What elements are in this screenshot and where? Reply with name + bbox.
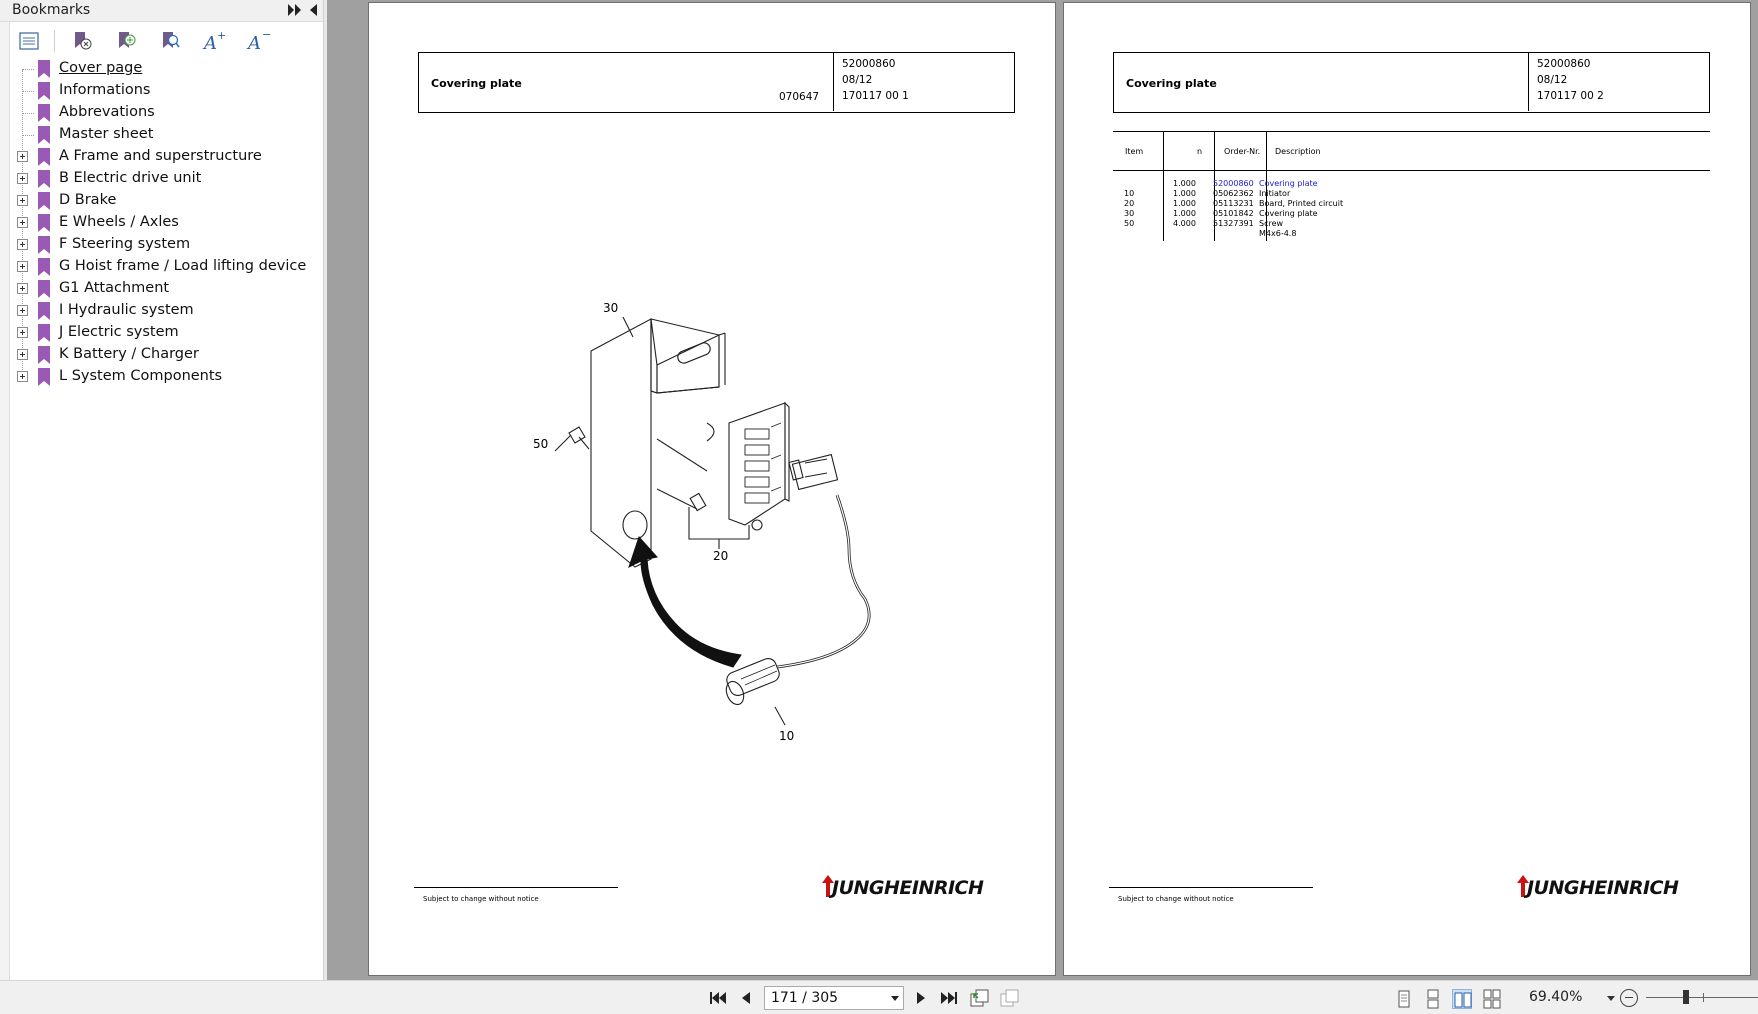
parts-list-table <box>1113 131 1710 241</box>
bookmark-icon <box>37 59 51 79</box>
zoom-slider[interactable] <box>1646 997 1758 998</box>
issue-date: 08/12 <box>1537 74 1568 86</box>
next-view-icon <box>998 988 1020 1008</box>
facing-pages-icon <box>1453 990 1473 1010</box>
bookmark-label: E Wheels / Axles <box>59 214 179 230</box>
svg-text:A: A <box>204 33 217 54</box>
list-options-icon <box>16 28 42 54</box>
column-header-item: Item <box>1125 147 1144 156</box>
expand-toggle-icon[interactable] <box>17 327 28 338</box>
table-cell-item: 50 <box>1124 219 1135 228</box>
add-bookmark-button[interactable] <box>113 28 139 54</box>
zoom-dropdown-icon[interactable] <box>1607 996 1615 1001</box>
add-bookmark-icon <box>113 28 139 54</box>
table-cell-order: 05113231 <box>1213 199 1254 208</box>
title-block <box>418 52 1015 113</box>
table-cell-desc: Screw <box>1259 219 1284 228</box>
bookmark-label: G1 Attachment <box>59 280 170 296</box>
sheet-number: 170117 00 1 <box>842 90 909 102</box>
zoom-level[interactable]: 69.40% <box>1529 989 1583 1005</box>
table-cell-order: 05062362 <box>1213 189 1254 198</box>
issue-date: 08/12 <box>842 74 873 86</box>
bookmark-item[interactable] <box>10 168 323 190</box>
continuous-facing-view-button[interactable] <box>1482 989 1502 1009</box>
bookmark-label: A Frame and superstructure <box>59 148 262 164</box>
table-cell-order: 51327391 <box>1213 219 1254 228</box>
bookmark-label: Master sheet <box>59 126 154 142</box>
bookmark-item[interactable] <box>10 190 323 212</box>
document-viewport[interactable] <box>327 0 1758 980</box>
navigation-strip <box>0 22 10 980</box>
bookmark-label: Cover page <box>59 60 143 76</box>
bookmark-label: Abbrevations <box>59 104 155 120</box>
bookmark-item[interactable] <box>10 366 323 388</box>
zoom-slider-thumb[interactable] <box>1683 990 1689 1004</box>
zoom-out-button[interactable] <box>1620 989 1638 1007</box>
bookmark-icon <box>37 279 51 299</box>
bookmark-icon <box>37 169 51 189</box>
part-number: 52000860 <box>1537 58 1591 70</box>
tree-connector <box>22 135 34 136</box>
callout-10: 10 <box>779 729 795 743</box>
bookmark-item[interactable] <box>10 212 323 234</box>
table-cell-n: 1.000 <box>1173 199 1196 208</box>
table-cell-n: 1.000 <box>1173 179 1196 188</box>
expand-toggle-icon[interactable] <box>17 151 28 162</box>
table-cell-item: 30 <box>1124 209 1135 218</box>
bookmark-item[interactable] <box>10 256 323 278</box>
page-navigation-bar <box>0 980 1758 1014</box>
find-bookmark-icon <box>157 28 183 54</box>
exploded-parts-drawing <box>533 299 889 747</box>
bookmark-label: J Electric system <box>59 324 179 340</box>
sheet-number: 170117 00 2 <box>1537 90 1604 102</box>
pdf-page-right <box>1063 2 1751 976</box>
bookmark-icon <box>37 235 51 255</box>
expand-toggle-icon[interactable] <box>17 305 28 316</box>
table-cell-desc: M4x6-4.8 <box>1259 229 1297 238</box>
svg-text:+: + <box>217 29 227 42</box>
bookmarks-titlebar <box>0 0 323 22</box>
table-cell-desc: Board, Printed circuit <box>1259 199 1344 208</box>
brand-logo <box>1517 875 1679 903</box>
tree-connector <box>22 91 34 92</box>
bookmark-label: G Hoist frame / Load lifting device <box>59 258 307 274</box>
table-cell-desc: Initiator <box>1259 189 1291 198</box>
expand-toggle-icon[interactable] <box>17 173 28 184</box>
bookmark-icon <box>37 345 51 365</box>
footer-notice: Subject to change without notice <box>1118 895 1234 903</box>
table-top-rule <box>1113 131 1710 132</box>
bookmark-icon <box>37 125 51 145</box>
expand-toggle-icon[interactable] <box>17 261 28 272</box>
brand-logo <box>822 875 984 903</box>
bookmark-icon <box>37 301 51 321</box>
table-column-rule <box>1163 131 1164 241</box>
footer-rule <box>1109 887 1313 888</box>
expand-toggle-icon[interactable] <box>17 371 28 382</box>
bookmark-label: K Battery / Charger <box>59 346 199 362</box>
table-cell-order[interactable]: 52000860 <box>1213 179 1254 188</box>
bookmark-item[interactable] <box>10 344 323 366</box>
bookmark-item[interactable] <box>10 102 323 124</box>
tree-connector <box>22 69 34 70</box>
bookmark-label: B Electric drive unit <box>59 170 202 186</box>
column-header-description: Description <box>1275 147 1321 156</box>
bookmark-icon <box>37 103 51 123</box>
expand-toggle-icon[interactable] <box>17 239 28 250</box>
bookmark-icon <box>37 323 51 343</box>
pdf-page-left <box>368 2 1056 976</box>
last-page-icon <box>939 988 961 1008</box>
bookmark-icon <box>37 367 51 387</box>
table-cell-order: 05101842 <box>1213 209 1254 218</box>
table-cell-item: 10 <box>1124 189 1135 198</box>
footer-notice: Subject to change without notice <box>423 895 539 903</box>
table-header-rule <box>1113 170 1710 171</box>
continuous-view-button[interactable] <box>1423 989 1443 1009</box>
bookmarks-toolbar <box>10 22 323 58</box>
bookmark-label: I Hydraulic system <box>59 302 194 318</box>
single-page-view-button[interactable] <box>1394 989 1414 1009</box>
table-cell-n: 4.000 <box>1173 219 1196 228</box>
expand-toggle-icon[interactable] <box>17 217 28 228</box>
bookmark-item[interactable] <box>10 234 323 256</box>
next-view-button[interactable] <box>998 988 1020 1008</box>
bookmark-options-button[interactable] <box>16 28 42 54</box>
expand-toggle-icon[interactable] <box>17 349 28 360</box>
footer-rule <box>414 887 618 888</box>
previous-view-button[interactable] <box>968 988 990 1008</box>
single-page-icon <box>1394 989 1414 1009</box>
bookmarks-title: Bookmarks <box>12 2 91 18</box>
bookmark-label: D Brake <box>59 192 117 208</box>
continuous-facing-icon <box>1482 989 1502 1009</box>
bookmark-label: L System Components <box>59 368 223 384</box>
table-cell-n: 1.000 <box>1173 189 1196 198</box>
part-number: 52000860 <box>842 58 896 70</box>
page-number-value: 171 / 305 <box>771 990 839 1006</box>
expand-toggle-icon[interactable] <box>17 195 28 206</box>
expand-panel-icon[interactable] <box>288 4 302 16</box>
decrease-font-button[interactable] <box>245 28 271 54</box>
title-block-title: Covering plate <box>1126 77 1217 90</box>
first-page-icon <box>706 988 728 1008</box>
bookmark-item[interactable] <box>10 146 323 168</box>
last-page-button[interactable] <box>939 988 961 1008</box>
bookmark-label: Informations <box>59 82 151 98</box>
tree-connector <box>22 113 34 114</box>
bookmark-item[interactable] <box>10 80 323 102</box>
column-header-n: n <box>1197 147 1203 156</box>
logo-text: JUNGHEINRICH <box>1527 877 1679 899</box>
page-number-field[interactable] <box>764 986 904 1010</box>
title-block-divider <box>1528 53 1529 111</box>
increase-font-button[interactable] <box>201 28 227 54</box>
drawing-number: 070647 <box>779 91 820 103</box>
zoom-slider-tick <box>1703 993 1704 1002</box>
next-page-icon <box>910 988 932 1008</box>
collapse-panel-icon[interactable] <box>309 4 317 16</box>
svg-text:A: A <box>248 33 261 54</box>
chevron-down-icon[interactable] <box>891 996 899 1001</box>
callout-50: 50 <box>533 437 549 451</box>
callout-20: 20 <box>713 549 729 563</box>
title-block-divider <box>833 53 834 111</box>
delete-bookmark-button[interactable] <box>69 28 95 54</box>
bookmark-icon <box>37 81 51 101</box>
next-page-button[interactable] <box>910 988 932 1008</box>
title-block <box>1113 52 1710 113</box>
title-block-title: Covering plate <box>431 77 522 90</box>
toolbar-separator <box>54 30 55 52</box>
bookmark-item[interactable] <box>10 58 323 80</box>
delete-bookmark-icon <box>69 28 95 54</box>
font-decrease-icon <box>245 28 271 54</box>
logo-text: JUNGHEINRICH <box>832 877 984 899</box>
table-cell-n: 1.000 <box>1173 209 1196 218</box>
first-page-button[interactable] <box>706 988 728 1008</box>
svg-text:−: − <box>262 28 271 41</box>
drawing-graphic <box>549 299 889 747</box>
table-cell-item: 20 <box>1124 199 1135 208</box>
bookmark-label: F Steering system <box>59 236 191 252</box>
bookmark-icon <box>37 147 51 167</box>
facing-view-button[interactable] <box>1452 989 1472 1009</box>
font-increase-icon <box>201 28 227 54</box>
bookmark-item[interactable] <box>10 300 323 322</box>
bookmarks-panel <box>0 0 323 980</box>
bookmark-item[interactable] <box>10 124 323 146</box>
table-cell-desc: Covering plate <box>1259 209 1318 218</box>
continuous-page-icon <box>1423 989 1443 1009</box>
previous-page-button[interactable] <box>735 988 757 1008</box>
bookmark-item[interactable] <box>10 322 323 344</box>
bookmark-item[interactable] <box>10 278 323 300</box>
callout-30: 30 <box>603 301 619 315</box>
previous-view-icon <box>968 988 990 1008</box>
bookmark-icon <box>37 257 51 277</box>
expand-toggle-icon[interactable] <box>17 283 28 294</box>
table-cell-desc: Covering plate <box>1259 179 1318 188</box>
bookmark-icon <box>37 213 51 233</box>
column-header-order: Order-Nr. <box>1224 147 1261 156</box>
previous-page-icon <box>735 988 757 1008</box>
bookmark-icon <box>37 191 51 211</box>
find-bookmark-button[interactable] <box>157 28 183 54</box>
